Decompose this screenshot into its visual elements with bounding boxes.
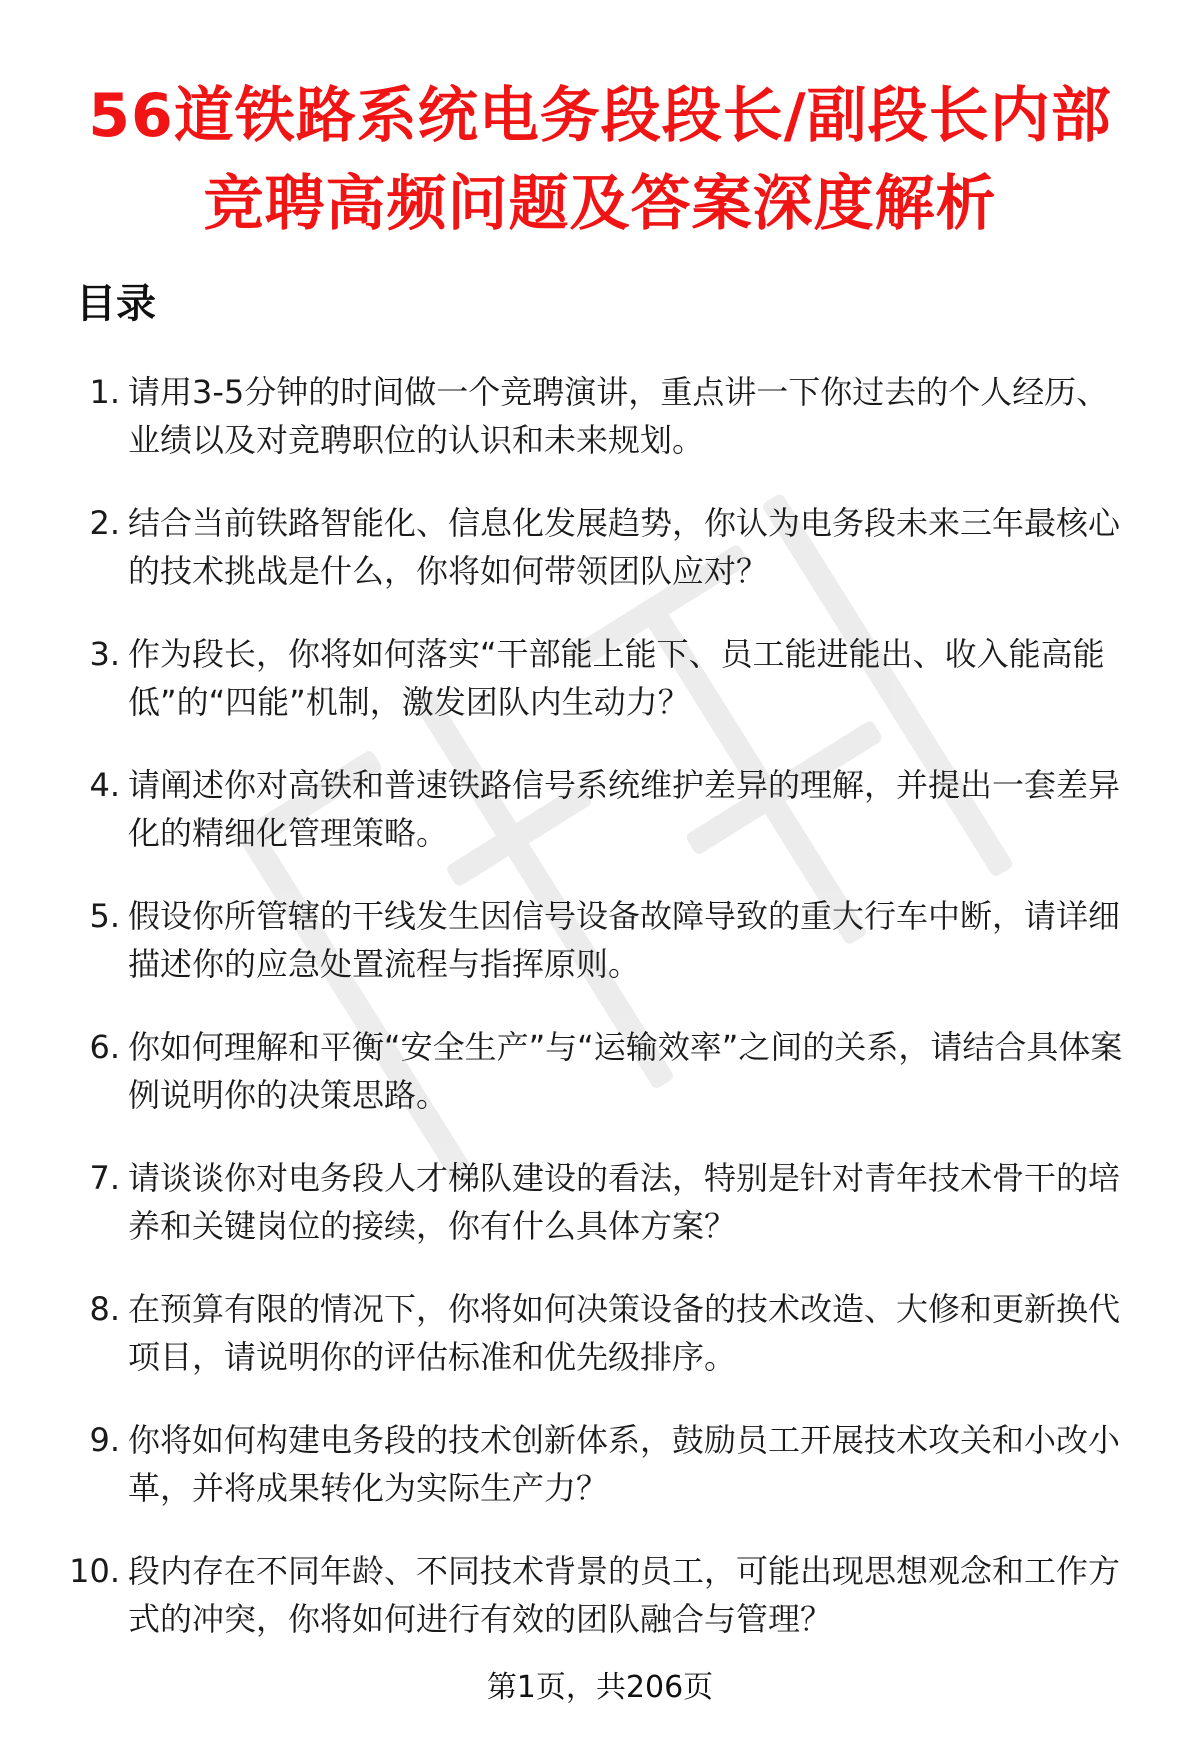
toc-item-1[interactable]: [60, 368, 1140, 464]
toc-item-5[interactable]: [60, 892, 1140, 988]
toc-item-number: 9.: [89, 1421, 120, 1459]
toc-item-7[interactable]: [60, 1154, 1140, 1250]
toc-item-2[interactable]: [60, 499, 1140, 595]
toc-item-text: 请谈谈你对电务段人才梯队建设的看法，特别是针对青年技术骨干的培养和关键岗位的接续，你有什么具体方案？: [128, 1159, 1121, 1245]
toc-item-number: 5.: [89, 897, 120, 935]
toc-item-text: 作为段长，你将如何落实“干部能上能下、员工能进能出、收入能高能低”的“四能”机制，激发团队内生动力？: [128, 635, 1105, 721]
toc-item-text: 你将如何构建电务段的技术创新体系，鼓励员工开展技术攻关和小改小革，并将成果转化为实际生产力？: [128, 1421, 1121, 1507]
toc-heading: 目录: [76, 281, 156, 327]
toc-item-number: 8.: [89, 1290, 120, 1328]
page-footer: 第1页，共206页: [486, 1670, 714, 1705]
toc-item-number: 2.: [89, 504, 120, 542]
toc-item-text: 在预算有限的情况下，你将如何决策设备的技术改造、大修和更新换代项目，请说明你的评估标准和优先级排序。: [128, 1290, 1121, 1376]
toc-item-8[interactable]: [60, 1285, 1140, 1381]
toc-item-text: 段内存在不同年龄、不同技术背景的员工，可能出现思想观念和工作方式的冲突，你将如何进行有效的团队融合与管理？: [128, 1552, 1121, 1638]
toc-list: [60, 368, 1140, 1678]
toc-item-number: 1.: [89, 373, 120, 411]
toc-item-text: 结合当前铁路智能化、信息化发展趋势，你认为电务段未来三年最核心的技术挑战是什么，你将如何带领团队应对？: [128, 504, 1121, 590]
toc-item-text: 你如何理解和平衡“安全生产”与“运输效率”之间的关系，请结合具体案例说明你的决策思路。: [128, 1028, 1123, 1114]
toc-item-number: 6.: [89, 1028, 120, 1066]
document-title: 56道铁路系统电务段段长/副段长内部竞聘高频问题及答案深度解析: [88, 81, 1112, 239]
toc-item-number: 3.: [89, 635, 120, 673]
toc-item-text: 请阐述你对高铁和普速铁路信号系统维护差异的理解，并提出一套差异化的精细化管理策略。: [128, 766, 1121, 852]
toc-item-number: 4.: [89, 766, 120, 804]
toc-item-4[interactable]: [60, 761, 1140, 857]
toc-item-10[interactable]: [60, 1547, 1140, 1643]
toc-item-number: 10.: [69, 1552, 120, 1590]
toc-item-6[interactable]: [60, 1023, 1140, 1119]
toc-item-9[interactable]: [60, 1416, 1140, 1512]
toc-item-3[interactable]: [60, 630, 1140, 726]
toc-item-number: 7.: [89, 1159, 120, 1197]
toc-item-text: 请用3-5分钟的时间做一个竞聘演讲，重点讲一下你过去的个人经历、业绩以及对竞聘职位的认识和未来规划。: [128, 373, 1109, 459]
toc-item-text: 假设你所管辖的干线发生因信号设备故障导致的重大行车中断，请详细描述你的应急处置流程与指挥原则。: [128, 897, 1121, 983]
